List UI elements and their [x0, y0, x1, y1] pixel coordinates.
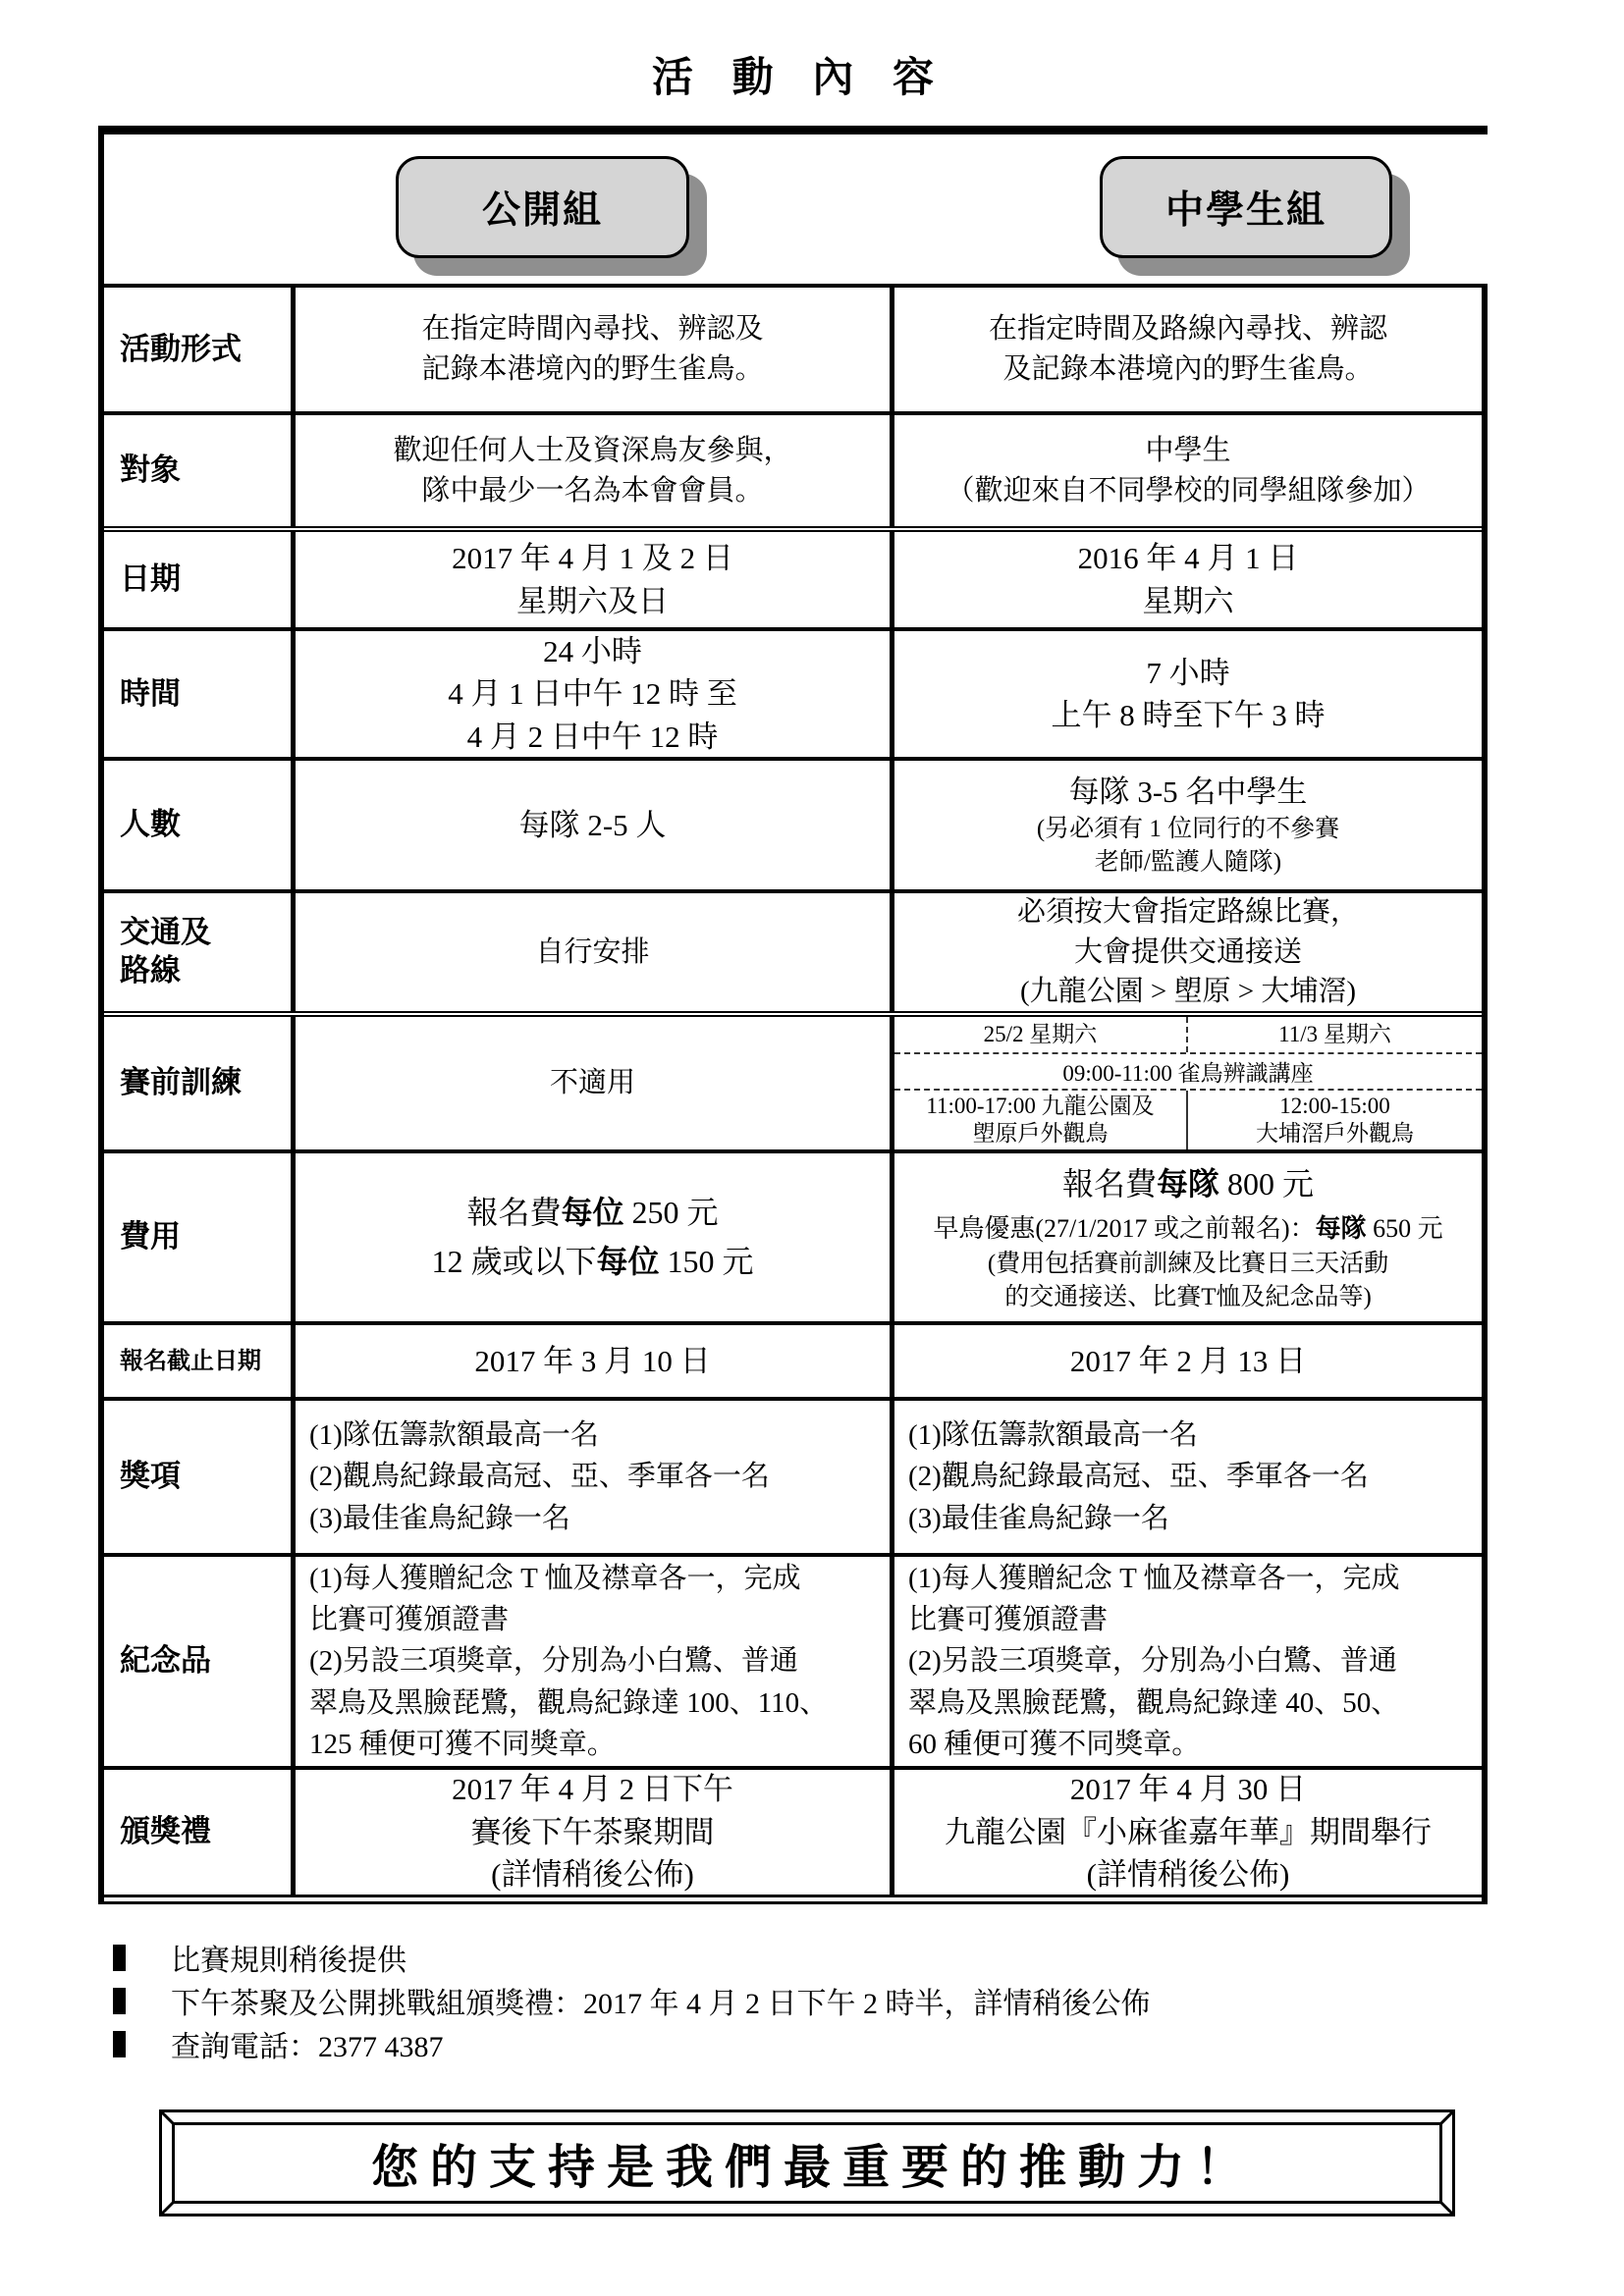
team-size-open-cell: 每隊 2-5 人 [296, 761, 894, 889]
row-souvenirs [104, 1557, 1482, 1770]
note-text: 查詢電話：2377 4387 [171, 2031, 444, 2063]
ceremony-label: 頒獎禮 [104, 1770, 296, 1895]
target-secondary-cell: 中學生 （歡迎來自不同學校的同學組隊參加） [946, 434, 1431, 507]
secondary-group-badge [1100, 156, 1392, 258]
row-ceremony [104, 1770, 1482, 1904]
fee-label: 費用 [104, 1153, 296, 1321]
schedule-shared-activity [894, 1054, 1482, 1091]
target-label: 對象 [104, 415, 296, 526]
row-activity-format [104, 288, 1482, 415]
date-open-cell: 2017 年 4 月 1 及 2 日 星期六及日 [296, 532, 894, 627]
date-label: 日期 [104, 532, 296, 627]
transport-open-cell: 自行安排 [296, 893, 894, 1011]
fee-open-cell: 報名費每位 250 元 12 歲或以下每位 150 元 [296, 1153, 894, 1321]
deadline-open-cell: 2017 年 3 月 10 日 [296, 1325, 894, 1397]
bullet-square-icon [113, 1945, 126, 1971]
note-item [113, 1979, 1527, 2022]
footer-banner [159, 2109, 1455, 2216]
ceremony-secondary-cell: 2017 年 4 月 30 日 九龍公園『小麻雀嘉年華』期間舉行 (詳情稍後公佈) [945, 1772, 1432, 1893]
awards-open-cell: (1)隊伍籌款額最高一名 (2)觀鳥紀錄最高冠、亞、季軍各一名 (3)最佳雀鳥紀錄一名 [296, 1401, 894, 1553]
schedule-shared-activity-text: 09:00-11:00 雀鳥辨識講座 [1062, 1061, 1314, 1086]
notes-list [113, 1936, 1527, 2065]
note-item [113, 2022, 1527, 2065]
schedule-session1-activity: 11:00-17:00 九龍公園及 塱原戶外觀鳥 [894, 1091, 1188, 1149]
team-size-label: 人數 [104, 761, 296, 889]
activity-table [98, 126, 1488, 1904]
row-fee [104, 1153, 1482, 1325]
time-open-cell: 24 小時 4 月 1 日中午 12 時 至 4 月 2 日中午 12 時 [296, 631, 894, 757]
note-text: 比賽規則稍後提供 [171, 1945, 406, 1977]
pretraining-open-cell: 不適用 [296, 1017, 894, 1149]
row-date [104, 532, 1482, 631]
table-body [104, 288, 1488, 1904]
page-title: 活 動 內 容 [651, 54, 947, 100]
schedule-session2-date: 11/3 星期六 [1278, 1022, 1391, 1047]
row-deadline [104, 1325, 1482, 1401]
row-transport [104, 893, 1482, 1017]
team-size-secondary-cell: 每隊 3-5 名中學生 (另必須有 1 位同行的不參賽 老師/監護人隨隊) [1036, 774, 1340, 877]
time-label: 時間 [104, 631, 296, 757]
schedule-session1-date: 25/2 星期六 [894, 1017, 1188, 1052]
activity-format-label: 活動形式 [104, 288, 296, 411]
awards-secondary-cell: (1)隊伍籌款額最高一名 (2)觀鳥紀錄最高冠、亞、季軍各一名 (3)最佳雀鳥紀錄一名 [908, 1419, 1369, 1534]
pretraining-secondary-cell [894, 1017, 1482, 1149]
row-target [104, 415, 1482, 532]
transport-label: 交通及 路線 [104, 893, 296, 1011]
souvenirs-label: 紀念品 [104, 1557, 296, 1766]
note-item [113, 1936, 1527, 1979]
schedule-date-row [894, 1017, 1482, 1054]
souvenirs-secondary-cell: (1)每人獲贈紀念 T 恤及襟章各一，完成 比賽可獲頒證書 (2)另設三項獎章，分別為小白鷺、普通 翠鳥及黑臉琵鷺，觀鳥紀錄達 40、50、 60 種便可獲不同獎章。 [908, 1563, 1400, 1760]
bullet-square-icon [113, 2031, 126, 2057]
schedule-detail-row [894, 1091, 1482, 1149]
pretraining-schedule-table [894, 1017, 1482, 1149]
fee-secondary-cell: 報名費每隊 800 元 早鳥優惠(27/1/2017 或之前報名)：每隊 650 元 (費用包括賽前訓練及比賽日三天活動 的交通接送、比賽T恤及紀念品等) [933, 1166, 1443, 1310]
deadline-label: 報名截止日期 [104, 1325, 296, 1397]
deadline-secondary-cell: 2017 年 2 月 13 日 [1069, 1343, 1307, 1378]
row-awards [104, 1401, 1482, 1557]
group-header-row [104, 134, 1488, 288]
open-group-label: 公開組 [481, 189, 603, 232]
date-secondary-cell: 2016 年 4 月 1 日 星期六 [1077, 541, 1299, 618]
transport-secondary-cell: 必須按大會指定路線比賽， 大會提供交通接送 (九龍公園 > 塱原 > 大埔滘) [1016, 896, 1359, 1008]
row-team-size [104, 761, 1482, 893]
activity-format-secondary-cell: 在指定時間及路線內尋找、辨認 及記錄本港境內的野生雀鳥。 [988, 313, 1387, 385]
pretraining-label: 賽前訓練 [104, 1017, 296, 1149]
activity-format-open-cell: 在指定時間內尋找、辨認及 記錄本港境內的野生雀鳥。 [296, 288, 894, 411]
target-open-cell: 歡迎任何人士及資深鳥友參與， 隊中最少一名為本會會員。 [296, 415, 894, 526]
row-pretraining [104, 1017, 1482, 1153]
bullet-square-icon [113, 1988, 126, 2014]
schedule-session2-activity: 12:00-15:00 大埔滘戶外觀鳥 [1256, 1094, 1414, 1146]
footer-banner-text: 您的支持是我們最重要的推動力！ [370, 2142, 1255, 2194]
note-text: 下午茶聚及公開挑戰組頒獎禮：2017 年 4 月 2 日下午 2 時半，詳情稍後公佈 [171, 1988, 1151, 2020]
secondary-group-label: 中學生組 [1164, 189, 1326, 232]
awards-label: 獎項 [104, 1401, 296, 1553]
row-time [104, 631, 1482, 761]
open-group-badge [396, 156, 689, 258]
time-secondary-cell: 7 小時 上午 8 時至下午 3 時 [1051, 655, 1326, 732]
souvenirs-open-cell: (1)每人獲贈紀念 T 恤及襟章各一，完成 比賽可獲頒證書 (2)另設三項獎章，分別為小白鷺、普通 翠鳥及黑臉琵鷺，觀鳥紀錄達 100、110、 125 種便可獲不同獎章。 [296, 1557, 894, 1766]
ceremony-open-cell: 2017 年 4 月 2 日下午 賽後下午茶聚期間 (詳情稍後公佈) [296, 1770, 894, 1895]
